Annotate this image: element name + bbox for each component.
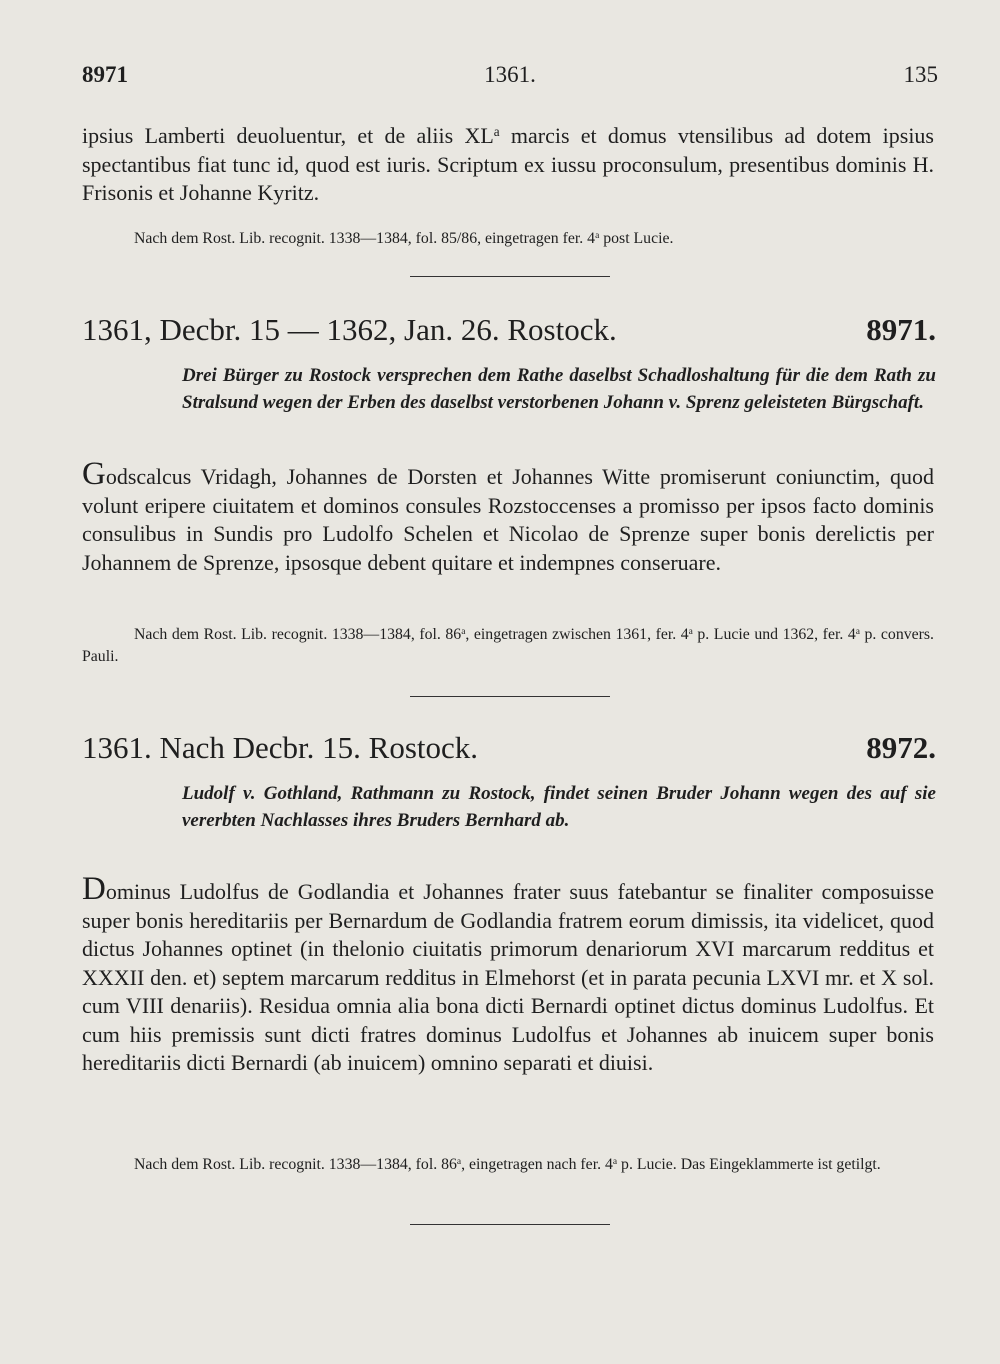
entry-number: 8971.	[866, 312, 936, 347]
entry-summary: Ludolf v. Gothland, Rathmann zu Rostock, findet seinen Bruder Johann wegen des auf sie vererbten Nachlasses ihres Bruders Bernhard ab.	[182, 783, 936, 831]
drop-cap: G	[82, 456, 106, 492]
entry-text: Dominus Ludolfus de Godlandia et Johannes frater suus fatebantur se finaliter composuisse super bonis hereditariis per Bernardum de Godlandia fratrem eorum dimissis, ita videlicet, quod dictus Johannes optinet (in thelonio ciuitatis primorum denariorum XVI marcarum redditus et XXXII den. et) septem marcarum redditus in Elmehorst (et in parata pecunia LXVI mr. et X sol. cum VIII denariis). Residua omnia alia bona dicti Bernardi optinet dictus dominus Ludolfus. Et cum hiis premissis sunt dicti fratres dominus Ludolfus et Johannes ab inuicem super bonis hereditariis dicti Bernardi (ab inuicem) omnino separati et diuisi.	[82, 871, 934, 1075]
entry-source-note: Nach dem Rost. Lib. recognit. 1338—1384, fol. 86$^a$, eingetragen zwischen 1361, fer. 4$^a$ p. Lucie und 1362, fer. 4$^a$ p. convers. Pauli.	[82, 626, 934, 665]
continuation-source-note: Nach dem Rost. Lib. recognit. 1338—1384, fol. 85/86, eingetragen fer. 4$^a$ post Lucie.	[134, 230, 674, 247]
section-divider	[410, 1224, 610, 1225]
continuation-text: ipsius Lamberti deuoluentur, et de aliis $XL^a$ marcis et domus vtensilibus ad dotem ipsius spectantibus fiat tunc id, quod est iuris. Scriptum ex iussu proconsulum, presentibus dominis H. Frisonis et Johanne Kyritz.	[82, 123, 934, 205]
entry-text-block	[82, 871, 934, 1078]
entry-date: 1361, Decbr. 15 — 1362, Jan. 26. Rostock.	[82, 312, 617, 347]
entry-heading	[82, 730, 936, 774]
entry-summary-block	[182, 362, 936, 416]
entry-date: 1361. Nach Decbr. 15. Rostock.	[82, 730, 479, 765]
section-divider	[410, 696, 610, 697]
entry-text-block	[82, 456, 934, 577]
entry-number: 8972.	[866, 730, 936, 765]
drop-cap: D	[82, 871, 106, 907]
header-document-number: 8971	[82, 62, 128, 87]
entry-source-note: Nach dem Rost. Lib. recognit. 1338—1384, fol. 86$^a$, eingetragen nach fer. 4$^a$ p. Lucie. Das Eingeklammerte ist getilgt.	[134, 1156, 881, 1173]
entry-heading	[82, 312, 936, 356]
entry-text: Godscalcus Vridagh, Johannes de Dorsten et Johannes Witte promiserunt coniunctim, quod volunt eripere ciuitatem et dominos consules Rozstoccenses a promisso per ipsos facto dominis consulibus in Sundis pro Ludolfo Schelen et Nicolao de Sprenze super bonis derelictis per Johannem de Sprenze, ipsosque debent quitare et indempnes conseruare.	[82, 456, 934, 575]
header-year: 1361.	[484, 62, 536, 87]
header-page-number: 135	[903, 62, 938, 87]
continuation-block	[82, 122, 934, 208]
entry-summary-block	[182, 780, 936, 834]
entry-summary: Drei Bürger zu Rostock versprechen dem Rathe daselbst Schadloshaltung für die dem Rath zu Stralsund wegen der Erben des daselbst verstorbenen Johann v. Sprenz geleisteten Bürgschaft.	[182, 365, 936, 413]
running-header	[82, 62, 938, 96]
section-divider	[410, 276, 610, 277]
